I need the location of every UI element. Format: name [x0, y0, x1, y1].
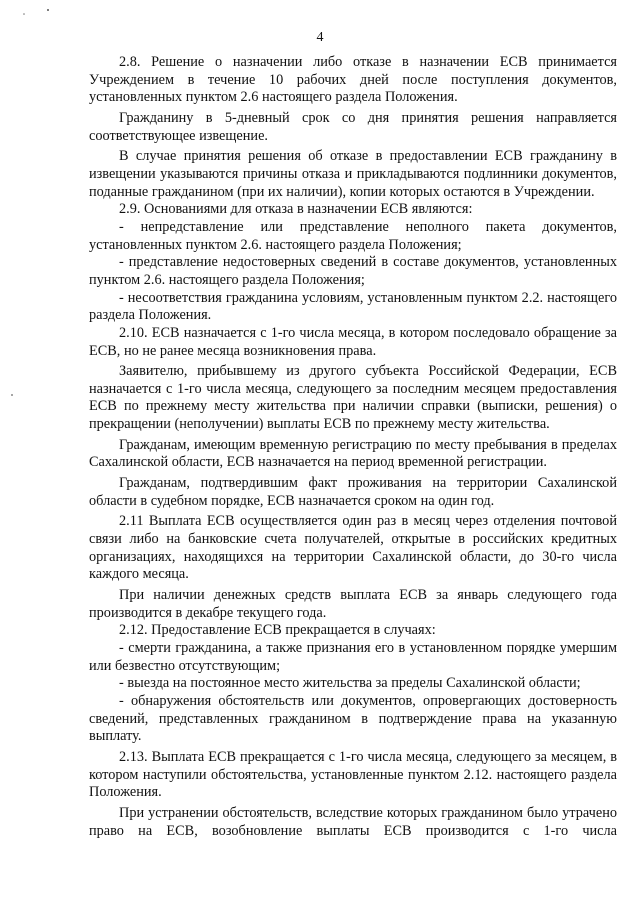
paragraph-2-13: 2.13. Выплата ЕСВ прекращается с 1-го числа месяца, следующего за месяцем, в котором наступили обстоятельства, установленные пунктом 2.12. настоящего раздела Положения. [89, 748, 617, 801]
document-body [89, 54, 617, 840]
scan-speck [23, 13, 25, 15]
paragraph-2-8: 2.8. Решение о назначении либо отказе в назначении ЕСВ принимается Учреждением в течение 10 рабочих дней после поступления документов, установленных пунктом 2.6 настоящего раздела Положения. [89, 54, 617, 106]
page-number: 4 [316, 30, 324, 45]
paragraph-refusal-notice: В случае принятия решения об отказе в предоставлении ЕСВ гражданину в извещении указываются причины отказа и прикладываются подлинники документов, поданные гражданином (при их наличии), копии которых остаются в Учреждении. [89, 148, 617, 200]
paragraph-court-confirmation: Гражданам, подтвердившим факт проживания на территории Сахалинской области в судебном порядке, ЕСВ назначается сроком на один год. [89, 475, 617, 509]
paragraph-january-payment: При наличии денежных средств выплата ЕСВ за январь следующего года производится в декабре текущего года. [89, 587, 617, 621]
paragraph-2-11: 2.11 Выплата ЕСВ осуществляется один раз в месяц через отделения почтовой связи либо на банковские счета получателей, открытые в российских кредитных организациях, находящихся на территории Сахалинской области, до 30-го числа каждого месяца. [89, 513, 617, 583]
paragraph-notice-term: Гражданину в 5-дневный срок со дня принятия решения направляется соответствующее извещение. [89, 109, 617, 144]
list-item-refusal-mismatch: - несоответствия гражданина условиям, установленным пунктом 2.2. настоящего раздела Положения. [89, 289, 617, 324]
paragraph-temporary-registration: Гражданам, имеющим временную регистрацию по месту пребывания в пределах Сахалинской области, ЕСВ назначается на период временной регистрации. [89, 436, 617, 471]
paragraph-other-region-applicant: Заявителю, прибывшему из другого субъекта Российской Федерации, ЕСВ назначается с 1-го числа месяца, следующего за последним месяцем предоставления ЕСВ по прежнему месту жительства при наличии справки (выписки, решения) о прекращении (неполучении) выплаты ЕСВ по прежнему месту жительства. [89, 363, 617, 433]
list-item-refusal-false-info: - представление недостоверных сведений в составе документов, установленных пунктом 2.6. настоящего раздела Положения; [89, 254, 617, 288]
paragraph-2-10: 2.10. ЕСВ назначается с 1-го числа месяца, в котором последовало обращение за ЕСВ, но не ранее месяца возникновения права. [89, 324, 617, 359]
list-item-termination-false-docs: - обнаружения обстоятельств или документов, опровергающих достоверность сведений, представленных гражданином в подтверждение права на указанную выплату. [89, 692, 617, 745]
list-item-termination-death: - смерти гражданина, а также признания его в установленном порядке умершим или безвестно отсутствующим; [89, 640, 617, 674]
paragraph-resumption: При устранении обстоятельств, вследствие которых гражданином было утрачено право на ЕСВ, возобновление выплаты ЕСВ производится с 1-го числа [89, 804, 617, 839]
scan-speck [11, 394, 13, 396]
paragraph-2-9: 2.9. Основаниями для отказа в назначении ЕСВ являются: [119, 201, 473, 218]
paragraph-2-12: 2.12. Предоставление ЕСВ прекращается в случаях: [119, 622, 436, 639]
scan-speck [47, 9, 49, 11]
list-item-termination-relocation: - выезда на постоянное место жительства за пределы Сахалинской области; [119, 675, 581, 692]
list-item-refusal-incomplete: - непредставление или представление неполного пакета документов, установленных пунктом 2.6. настоящего раздела Положения; [89, 218, 617, 253]
